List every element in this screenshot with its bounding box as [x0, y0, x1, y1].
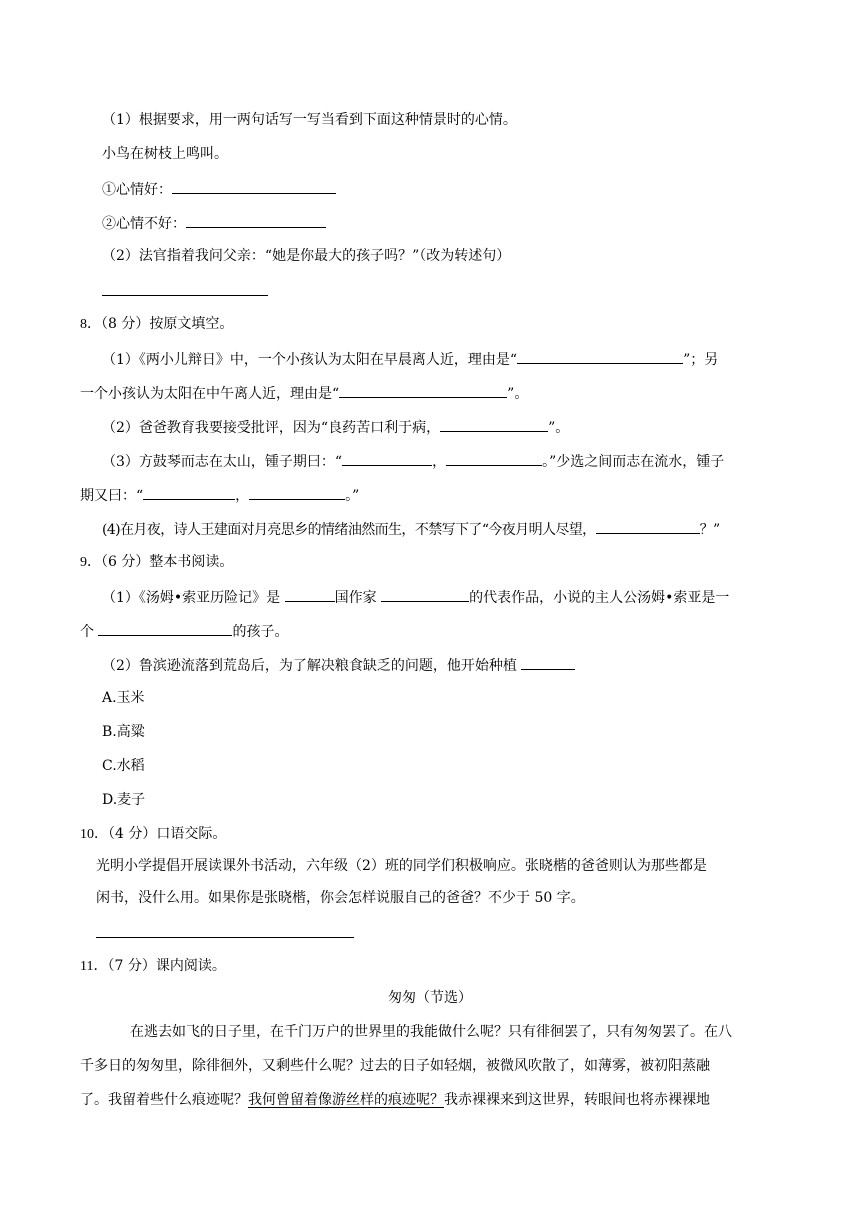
q8-p3-comma1: ，	[432, 454, 447, 470]
q8-p1b: ”；另	[683, 352, 719, 368]
q8-p3a: （3）方鼓琴而志在太山，锺子期曰：“	[102, 454, 343, 470]
q8-p3-blank4[interactable]	[249, 484, 345, 500]
q8-p2b: ”。	[548, 420, 570, 436]
q7-scene: 小鸟在树枝上鸣叫。	[102, 146, 228, 162]
q11-passage-line3	[80, 1090, 710, 1110]
q9-p1-line2	[80, 620, 288, 640]
q8-p4a: (4)在月夜，诗人王建面对月亮思乡的情绪油然而生，不禁写下了“今夜月明人尽望，	[102, 522, 596, 538]
q9-option-c[interactable]: C.水稻	[102, 758, 145, 774]
q8-p3-blank2[interactable]	[446, 450, 542, 466]
q11-underlined-sentence: 我何曾留着像游丝样的痕迹呢？	[248, 1092, 444, 1108]
q9-number: 9．	[80, 555, 101, 570]
q8-p4b: ？”	[699, 522, 720, 538]
q9-p1a: （1）《汤姆•索亚历险记》是	[102, 590, 285, 606]
q8-p3-line1	[102, 450, 724, 470]
q9-p2-text: （2）鲁滨逊流落到荒岛后，为了解决粮食缺乏的问题，他开始种植	[102, 658, 522, 674]
q11-header-text: （7 分）课内阅读。	[107, 958, 226, 974]
q11-passage-line2: 千多日的匆匆里，除徘徊外，又剩些什么呢？过去的日子如轻烟，被微风吹散了，如薄雾，被初阳蒸融	[80, 1058, 710, 1074]
q9-option-d[interactable]: D.麦子	[102, 792, 146, 808]
q10-line1: 光明小学提倡开展读课外书活动，六年级（2）班的同学们积极响应。张晓楷的爸爸则认为那些都是	[96, 858, 707, 874]
q8-p2a: （2）爸爸教育我要接受批评，因为“良药苦口利于病，	[102, 420, 441, 436]
q11-passage-title: 匆匆（节选）	[388, 990, 472, 1006]
q9-p1e: 的孩子。	[232, 624, 289, 640]
q8-p2	[102, 416, 569, 436]
q8-p1-line1	[102, 348, 718, 368]
q8-p1d: ”。	[507, 386, 529, 402]
q9-header-text: （6 分）整本书阅读。	[101, 554, 234, 570]
q7-good-mood-label: ①心情好：	[102, 182, 172, 198]
q11-line3c: 我赤裸裸来到这世界，转眼间也将赤裸裸地	[444, 1092, 710, 1108]
q8-p1c: 一个小孩认为太阳在中午离人近，理由是“	[80, 386, 340, 402]
q10-header-text: （4 分）口语交际。	[108, 826, 227, 842]
q9-country-blank[interactable]	[285, 586, 335, 602]
q9-p1-line1	[102, 586, 729, 606]
q7-good-mood-blank[interactable]	[172, 178, 336, 194]
q7-good-mood	[102, 178, 336, 198]
q9-header	[80, 552, 233, 572]
q9-author-blank[interactable]	[381, 586, 469, 602]
q10-header	[80, 824, 226, 844]
q7-bad-mood-blank[interactable]	[186, 212, 326, 228]
q8-p4-blank[interactable]	[596, 518, 700, 534]
q11-number: 11．	[80, 959, 108, 974]
q9-p1d: 个	[80, 624, 99, 640]
q7-part1-prompt: （1）根据要求，用一两句话写一写当看到下面这种情景时的心情。	[102, 112, 517, 128]
q8-p3-blank1[interactable]	[342, 450, 432, 466]
q7-bad-mood-label: ②心情不好：	[102, 216, 186, 232]
q8-number: 8．	[80, 317, 101, 332]
q11-line3a: 了。我留着些什么痕迹呢？	[80, 1092, 248, 1108]
q9-p1c: 的代表作品，小说的主人公汤姆•索亚是一	[469, 590, 730, 606]
q8-header	[80, 314, 233, 334]
q7-bad-mood	[102, 212, 326, 232]
q11-header	[80, 956, 226, 976]
q8-p1-blank2[interactable]	[339, 382, 507, 398]
q8-p3-comma2: ，	[235, 488, 250, 504]
q9-p2-blank[interactable]	[521, 654, 575, 670]
q8-p1-line2	[80, 382, 528, 402]
q8-p3b: 。”少选之间而志在流水，锺子	[542, 454, 725, 470]
q8-p3c: 期又曰：“	[80, 488, 144, 504]
q8-p1a: （1）《两小儿辩日》中，一个小孩认为太阳在早晨离人近，理由是“	[102, 352, 518, 368]
q8-p3d: 。”	[345, 488, 360, 504]
q8-p4	[102, 518, 720, 538]
q10-line2: 闲书，没什么用。如果你是张晓楷，你会怎样说服自己的爸爸？不少于 50 字。	[96, 890, 585, 906]
q10-answer	[96, 922, 354, 942]
q11-passage-line1: 在逃去如飞的日子里，在千门万户的世界里的我能做什么呢？只有徘徊罢了，只有匆匆罢了。在八	[130, 1024, 732, 1040]
q8-p2-blank[interactable]	[440, 416, 548, 432]
q7-part2-prompt: （2）法官指着我问父亲：“她是你最大的孩子吗？”（改为转述句）	[102, 248, 511, 264]
q9-p2	[102, 654, 575, 674]
q10-answer-blank[interactable]	[96, 922, 354, 938]
q10-number: 10．	[80, 827, 108, 842]
q9-option-a[interactable]: A.玉米	[102, 690, 145, 706]
q8-p3-blank3[interactable]	[143, 484, 235, 500]
q7-part2-answer	[102, 280, 268, 300]
q8-p1-blank1[interactable]	[517, 348, 683, 364]
q9-trait-blank[interactable]	[98, 620, 232, 636]
q8-header-text: （8 分）按原文填空。	[101, 316, 234, 332]
q7-part2-blank[interactable]	[102, 280, 268, 296]
q8-p3-line2	[80, 484, 359, 504]
q9-option-b[interactable]: B.高粱	[102, 724, 145, 740]
q9-p1b: 国作家	[334, 590, 382, 606]
